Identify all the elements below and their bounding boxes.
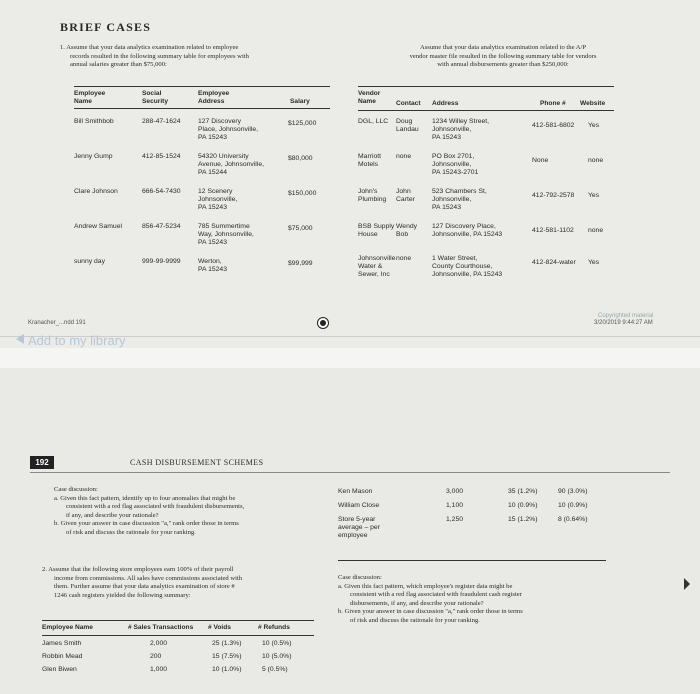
contact-line: Doug (396, 118, 413, 125)
vendor-address-line: Johnsonville, PA 15243 (432, 231, 503, 238)
vendor-address-line: 127 Discovery Place, (432, 223, 496, 230)
case2-line: vendor master file resulted in the following summary table for vendors (409, 52, 597, 60)
phone-cell: 412-824-water (532, 259, 576, 266)
phone-cell: 412-581-1102 (532, 227, 574, 234)
header-employee-address: Employee Address (198, 90, 230, 105)
ssn-cell: 288-47-1624 (142, 118, 181, 125)
case1-text (60, 44, 340, 70)
refunds-count: 10 (0.5%) (262, 640, 292, 647)
discussion-line: disbursements, if any, and describe your rationale? (350, 599, 484, 607)
phone-cell: None (532, 157, 549, 164)
phone-cell: 412-792-2578 (532, 192, 575, 199)
ssn-cell: 666-54-7430 (142, 188, 181, 195)
vendor-table-header-rule (358, 110, 614, 111)
address-line: 127 Discovery (198, 118, 242, 125)
employee-name-cell: sunny day (74, 258, 105, 265)
refunds-count: 90 (3.0%) (558, 488, 588, 495)
contact-line: none (396, 153, 412, 160)
voids-count: 25 (1.3%) (212, 640, 242, 647)
header-ssn: Social Security (142, 90, 169, 105)
website-cell: Yes (588, 122, 600, 129)
case2-line: 2. Assume that the following store employees earn 100% of their payroll (42, 566, 234, 573)
vendor-name-line: Water & (358, 263, 383, 270)
contact-line: Landau (396, 126, 419, 133)
address-line: Johnsonville, (198, 196, 238, 203)
discussion-line: b. Given your answer in case discussion "a," rank order those in terms (338, 608, 523, 616)
refunds-count: 10 (5.0%) (262, 653, 292, 660)
voids-count: 35 (1.2%) (508, 488, 538, 495)
address-line: Place, Johnsonville, (198, 126, 259, 133)
vendor-address-line: PO Box 2701, (432, 153, 475, 160)
add-to-library-link[interactable]: Add to my library (28, 333, 126, 348)
refunds-count: 5 (0.5%) (262, 666, 288, 673)
vendor-address-line: PA 15243 (432, 134, 461, 141)
vendor-address-line: County Courthouse, (432, 263, 493, 270)
discussion-line: consistent with a red flag associated with fraudulent disbursements, (66, 503, 245, 511)
ssn-cell: 999-99-9999 (142, 258, 181, 265)
contact-line: Carter (396, 196, 415, 203)
website-cell: Yes (588, 192, 600, 199)
sales-count: 1,100 (446, 502, 464, 509)
address-line: 12 Scenery (198, 188, 233, 195)
sales-employee-name: Glen Biwen (42, 666, 77, 673)
case-2-text (42, 566, 322, 600)
vendor-address-line: 1234 Willey Street, (432, 118, 490, 125)
header-rule (30, 472, 670, 473)
address-line: Werton, (198, 258, 222, 265)
discussion-line: a. Given this fact pattern, which employee's register data might be (338, 582, 513, 590)
vendor-address-line: 1 Water Street, (432, 255, 478, 262)
case2-line: with annual disbursements greater than $250,000: (437, 61, 569, 69)
sales-table-top-rule (42, 620, 314, 621)
salary-cell: $75,000 (288, 225, 313, 232)
page-number-badge: 192 (30, 456, 54, 469)
vendor-address-line: Johnsonville, (432, 161, 472, 168)
refunds-count: 8 (0.64%) (558, 516, 588, 523)
file-footer: Kranacher_...ndd 191 (28, 320, 86, 326)
sales-count: 200 (150, 653, 162, 660)
contact-line: John (396, 188, 411, 195)
header-contact: Contact (396, 100, 421, 107)
ssn-cell: 412-85-1524 (142, 153, 181, 160)
website-cell: none (588, 157, 604, 164)
voids-count: 10 (0.9%) (508, 502, 538, 509)
salary-cell: $150,000 (288, 190, 317, 197)
header-refunds: # Refunds (258, 624, 290, 631)
vendor-name-line: Marriott (358, 153, 382, 160)
header-sales-transactions: # Sales Transactions (128, 624, 194, 631)
vendor-name-line: Johnsonville (358, 255, 396, 262)
address-line: PA 15243 (198, 239, 227, 246)
contact-line: none (396, 255, 412, 262)
header-website: Website (580, 100, 606, 107)
case1-line: records resulted in the following summary table for employees with (70, 52, 249, 60)
timestamp: 3/20/2019 9:44:27 AM (594, 320, 653, 326)
vendor-address-line: PA 15243 (432, 204, 461, 211)
case2-line: them. Further assume that your data analytics examination of store # (54, 583, 235, 591)
page-nav-dot[interactable] (318, 318, 328, 328)
running-head: CASH DISBURSEMENT SCHEMES (130, 458, 264, 467)
case1-line: annual salaries greater than $75,000: (70, 61, 167, 69)
salary-cell: $80,000 (288, 155, 313, 162)
case2-line: income from commissions. All sales have commissions associated with (54, 574, 243, 582)
vendor-address-line: Johnsonville, (432, 126, 472, 133)
case-discussion-2 (338, 574, 628, 626)
header-voids: # Voids (208, 624, 231, 631)
case-discussion-1 (54, 486, 314, 538)
vendor-name-line: Plumbing (358, 196, 387, 203)
library-arrow-icon (16, 334, 24, 344)
sales-count: 3,000 (446, 488, 464, 495)
vendor-name-line: House (358, 231, 378, 238)
employee-table-top-rule (74, 86, 330, 87)
vendor-address-line: Johnsonville, (432, 196, 472, 203)
sales-count: 1,250 (446, 516, 464, 523)
phone-cell: 412-581-6802 (532, 122, 575, 129)
employee-table-header-rule (74, 108, 330, 109)
sales-employee-name: Ken Mason (338, 488, 373, 495)
vendor-address-line: Johnsonville, PA 15243 (432, 271, 503, 278)
vendor-name-line: John's (358, 188, 378, 195)
sales-employee-name: employee (338, 532, 368, 539)
vendor-address-line: 523 Chambers St, (432, 188, 487, 195)
address-line: 54320 University (198, 153, 249, 160)
sales-employee-name: William Close (338, 502, 380, 509)
discussion-line: of risk and discuss the rationale for your ranking. (350, 616, 480, 624)
employee-name-cell: Jenny Gump (74, 153, 113, 160)
page-192 (0, 368, 700, 694)
voids-count: 10 (1.0%) (212, 666, 242, 673)
vendor-name-line: BSB Supply (358, 223, 395, 230)
discussion-line: of risk and discuss the rationale for your ranking. (66, 528, 196, 536)
website-cell: Yes (588, 259, 600, 266)
address-line: PA 15244 (198, 169, 227, 176)
header-employee-name: Employee Name (74, 90, 106, 105)
employee-name-cell: Bill Smithbob (74, 118, 114, 125)
header-phone: Phone # (540, 100, 566, 107)
discussion-heading: Case discussion: (54, 486, 98, 493)
address-line: 785 Summertime (198, 223, 250, 230)
discussion-line: if any, and describe your rationale? (66, 511, 159, 519)
sales-count: 1,000 (150, 666, 168, 673)
discussion-heading: Case discussion: (338, 574, 382, 581)
page-gap (0, 348, 700, 368)
contact-line: Wendy (396, 223, 418, 230)
next-page-arrow-icon[interactable] (684, 578, 690, 590)
address-line: Avenue, Johnsonville, (198, 161, 265, 168)
address-line: Way, Johnsonville, (198, 231, 254, 238)
vendor-name-line: Sewer, Inc (358, 271, 390, 278)
copyright-note: Copyrighted material (598, 313, 654, 319)
refunds-count: 10 (0.9%) (558, 502, 588, 509)
vendor-address-line: PA 15243-2701 (432, 169, 479, 176)
sales-employee-name: James Smith (42, 640, 82, 647)
salary-cell: $125,000 (288, 120, 317, 127)
header-salary: Salary (290, 98, 310, 105)
employee-name-cell: Andrew Samuel (74, 223, 122, 230)
header-address: Address (432, 100, 459, 107)
sales-employee-name: Store 5-year (338, 516, 376, 523)
sales-table-header-rule (42, 635, 314, 636)
sales-count: 2,000 (150, 640, 168, 647)
ssn-cell: 856-47-5234 (142, 223, 181, 230)
contact-line: Bob (396, 231, 409, 238)
continued-table-bottom-rule (338, 560, 606, 561)
vendor-name-line: Motels (358, 161, 379, 168)
case2-text (358, 44, 648, 70)
vendor-name-line: DGL, LLC (358, 118, 389, 125)
vendor-table-top-rule (358, 86, 614, 87)
address-line: PA 15243 (198, 134, 227, 141)
brief-cases-title: BRIEF CASES (60, 20, 152, 34)
case2-line: 1246 cash registers yielded the following summary: (54, 591, 191, 599)
header-vendor-name: Vendor Name (358, 90, 381, 105)
discussion-line: a. Given this fact pattern, identify up to four anomalies that might be (54, 494, 236, 502)
discussion-line: b. Given your answer in case discussion "a," rank order those in terms (54, 520, 239, 528)
case2-line: Assume that your data analytics examination related to the A/P (419, 44, 587, 51)
sales-employee-name: average – per (338, 524, 380, 531)
employee-name-cell: Clare Johnson (74, 188, 118, 195)
discussion-line: consistent with a red flag associated with fraudulent cash register (350, 591, 522, 599)
voids-count: 15 (1.2%) (508, 516, 538, 523)
sales-employee-name: Robbin Mead (42, 653, 83, 660)
address-line: PA 15243 (198, 204, 227, 211)
website-cell: none (588, 227, 604, 234)
voids-count: 15 (7.5%) (212, 653, 242, 660)
salary-cell: $99,999 (288, 260, 313, 267)
case1-line: 1. Assume that your data analytics examination related to employee (60, 44, 239, 51)
header-employee-name-sales: Employee Name (42, 624, 93, 631)
address-line: PA 15243 (198, 266, 227, 273)
